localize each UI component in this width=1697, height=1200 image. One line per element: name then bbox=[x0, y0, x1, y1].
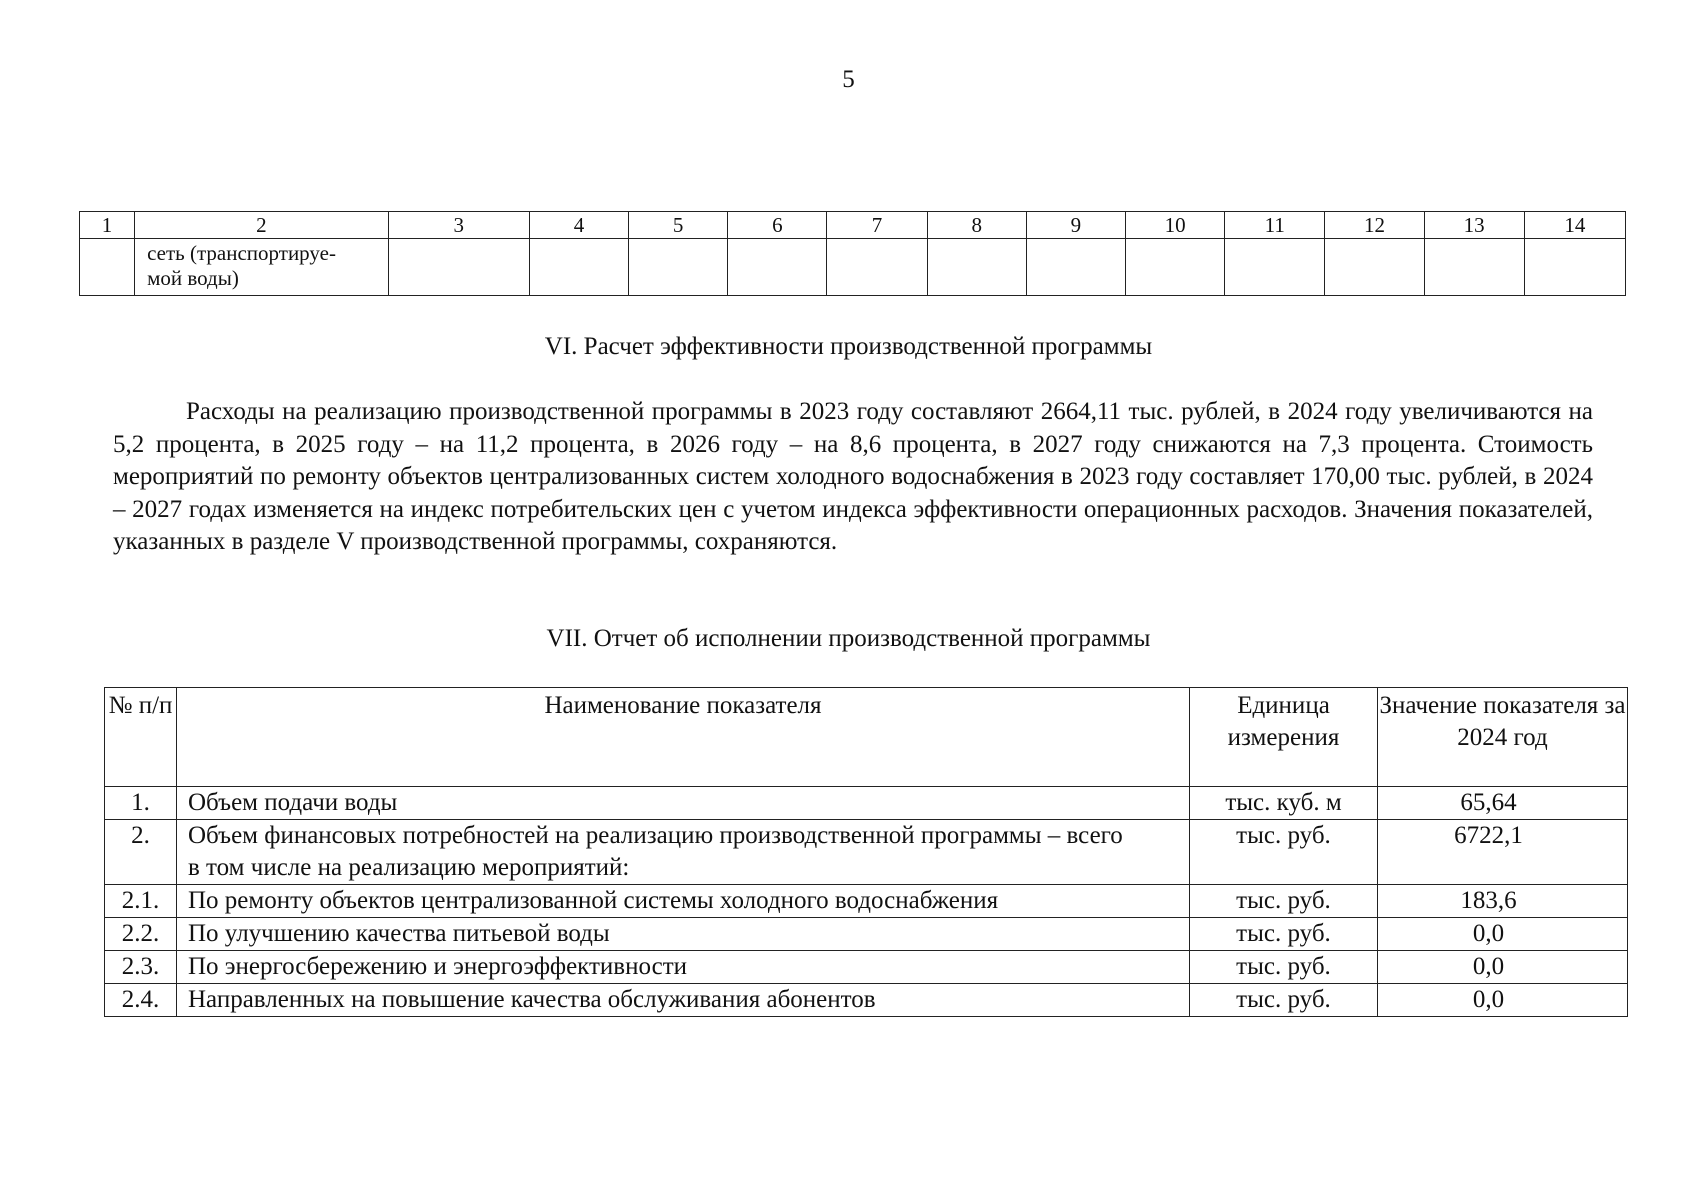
table-cell bbox=[1026, 239, 1125, 296]
column-number: 11 bbox=[1225, 212, 1325, 239]
row-unit: тыс. куб. м bbox=[1190, 787, 1378, 820]
row-unit: тыс. руб. bbox=[1190, 885, 1378, 918]
column-number: 10 bbox=[1125, 212, 1224, 239]
row-unit: тыс. руб. bbox=[1190, 918, 1378, 951]
row-num: 2.1. bbox=[105, 885, 177, 918]
table-cell bbox=[1524, 239, 1625, 296]
row-value: 183,6 bbox=[1378, 885, 1628, 918]
row-value: 0,0 bbox=[1378, 984, 1628, 1017]
column-number: 5 bbox=[629, 212, 728, 239]
column-number: 14 bbox=[1524, 212, 1625, 239]
row-name: Направленных на повышение качества обслуживания абонентов bbox=[177, 984, 1190, 1017]
page-number: 5 bbox=[842, 66, 855, 93]
table-row bbox=[105, 885, 1628, 918]
continuation-table bbox=[79, 211, 1626, 296]
row-name bbox=[177, 820, 1190, 885]
row-unit: тыс. руб. bbox=[1190, 951, 1378, 984]
row-num: 2. bbox=[105, 820, 177, 885]
row-name: По энергосбережению и энергоэффективности bbox=[177, 951, 1190, 984]
table-cell bbox=[927, 239, 1026, 296]
column-number: 8 bbox=[927, 212, 1026, 239]
table-row bbox=[105, 984, 1628, 1017]
table-cell bbox=[529, 239, 628, 296]
row-num: 2.4. bbox=[105, 984, 177, 1017]
row-name: По ремонту объектов централизованной системы холодного водоснабжения bbox=[177, 885, 1190, 918]
row-value: 0,0 bbox=[1378, 918, 1628, 951]
section-6-paragraph: Расходы на реализацию производственной программы в 2023 году составляют 2664,11 тыс. рублей, в 2024 году увеличиваются на 5,2 процента, в 2025 году – на 11,2 процента, в 2026 году – на 8,6 процента, в 2027 году снижаются на 7,3 процента. Стоимость мероприятий по ремонту объектов централизованных систем холодного водоснабжения в 2023 году составляет 170,00 тыс. рублей, в 2024 – 2027 годах изменяется на индекс потребительских цен с учетом индекса эффективности операционных расходов. Значения показателей, указанных в разделе V производственной программы, сохраняются. bbox=[113, 398, 1593, 555]
cell-text-line: сеть (транспортируе- bbox=[147, 241, 336, 265]
row-value: 65,64 bbox=[1378, 787, 1628, 820]
table-cell bbox=[1424, 239, 1524, 296]
row-num: 2.2. bbox=[105, 918, 177, 951]
column-number: 6 bbox=[728, 212, 827, 239]
column-number: 9 bbox=[1026, 212, 1125, 239]
section-6-heading: VI. Расчет эффективности производственной программы bbox=[544, 333, 1153, 360]
row-num: 2.3. bbox=[105, 951, 177, 984]
table-cell bbox=[388, 239, 529, 296]
row-name: По улучшению качества питьевой воды bbox=[177, 918, 1190, 951]
table-cell bbox=[827, 239, 927, 296]
header-name: Наименование показателя bbox=[177, 688, 1190, 787]
row-name: Объем подачи воды bbox=[177, 787, 1190, 820]
column-number: 1 bbox=[80, 212, 135, 239]
table-cell bbox=[1225, 239, 1325, 296]
table-row bbox=[105, 951, 1628, 984]
header-value: Значение показателя за 2024 год bbox=[1378, 688, 1628, 787]
row-unit: тыс. руб. bbox=[1190, 820, 1378, 885]
column-number: 7 bbox=[827, 212, 927, 239]
table-header-row bbox=[105, 688, 1628, 787]
table-row bbox=[105, 918, 1628, 951]
row-name-extra: в том числе на реализацию мероприятий: bbox=[188, 854, 630, 881]
row-unit: тыс. руб. bbox=[1190, 984, 1378, 1017]
table-cell bbox=[1125, 239, 1224, 296]
header-unit: Единица измерения bbox=[1190, 688, 1378, 787]
section-7-heading: VII. Отчет об исполнении производственной программы bbox=[546, 625, 1151, 652]
table-row bbox=[105, 820, 1628, 885]
report-table bbox=[104, 687, 1628, 1017]
row-name-main: Объем финансовых потребностей на реализацию производственной программы – всего bbox=[188, 822, 1123, 849]
table-cell bbox=[80, 239, 135, 296]
table-cell bbox=[1325, 239, 1424, 296]
table-cell bbox=[728, 239, 827, 296]
column-number: 2 bbox=[135, 212, 388, 239]
table-row bbox=[105, 787, 1628, 820]
cell-text-line: мой воды) bbox=[147, 266, 239, 290]
row-value: 0,0 bbox=[1378, 951, 1628, 984]
table-row bbox=[80, 239, 1626, 296]
column-number: 3 bbox=[388, 212, 529, 239]
table-cell bbox=[629, 239, 728, 296]
column-number-row bbox=[80, 212, 1626, 239]
column-number: 12 bbox=[1325, 212, 1424, 239]
column-number: 4 bbox=[529, 212, 628, 239]
table-cell bbox=[135, 239, 388, 296]
row-value: 6722,1 bbox=[1378, 820, 1628, 885]
column-number: 13 bbox=[1424, 212, 1524, 239]
header-num: № п/п bbox=[105, 688, 177, 787]
row-num: 1. bbox=[105, 787, 177, 820]
